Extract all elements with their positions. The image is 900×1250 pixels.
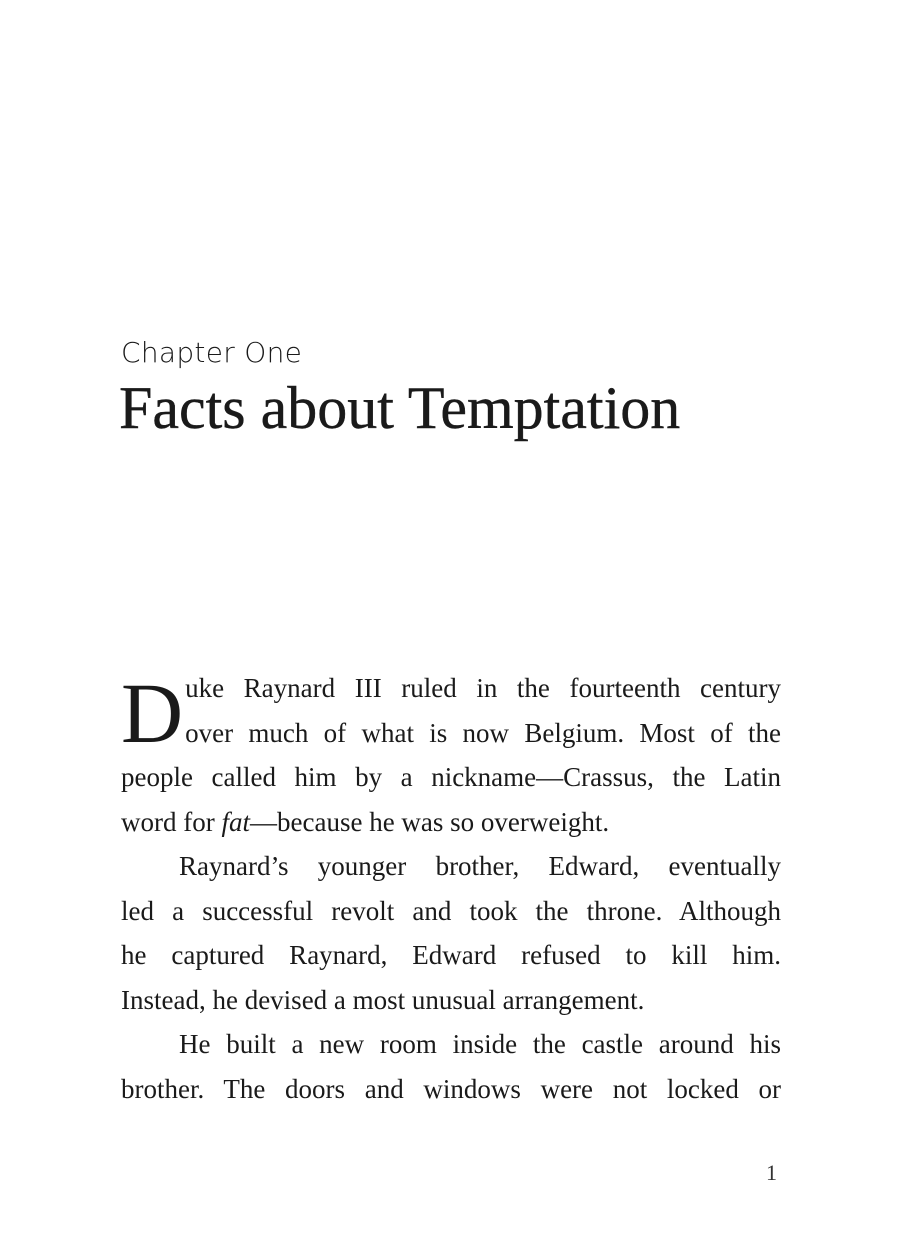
italic-word: fat [221, 806, 250, 837]
paragraph-2-line-4: Instead, he devised a most unusual arrangement. [121, 984, 645, 1015]
body-text [121, 666, 781, 1111]
page-number: 1 [766, 1160, 777, 1185]
paragraph-1-line-4: word for fat—because he was so overweight. [121, 806, 610, 837]
paragraph-1-line-3: people called him by a nickname—Crassus, the Latin [121, 762, 781, 792]
paragraph-2-line-3: he captured Raynard, Edward refused to kill him. [121, 940, 781, 970]
paragraph-1-line-1: uke Raynard III ruled in the fourteenth century [185, 673, 781, 703]
chapter-title: Facts about Temptation [119, 375, 681, 441]
paragraph-2-line-2: led a successful revolt and took the throne. Although [121, 895, 781, 926]
drop-cap: D [121, 665, 184, 761]
chapter-label: Chapter One [121, 336, 303, 369]
paragraph-3-line-2: brother. The doors and windows were not locked or [121, 1073, 781, 1104]
paragraph-3-line-1: He built a new room inside the castle around his [179, 1029, 781, 1059]
paragraph-2-line-1: Raynard’s younger brother, Edward, eventually [179, 851, 781, 881]
paragraph-1-line-2: over much of what is now Belgium. Most of the [185, 717, 781, 748]
